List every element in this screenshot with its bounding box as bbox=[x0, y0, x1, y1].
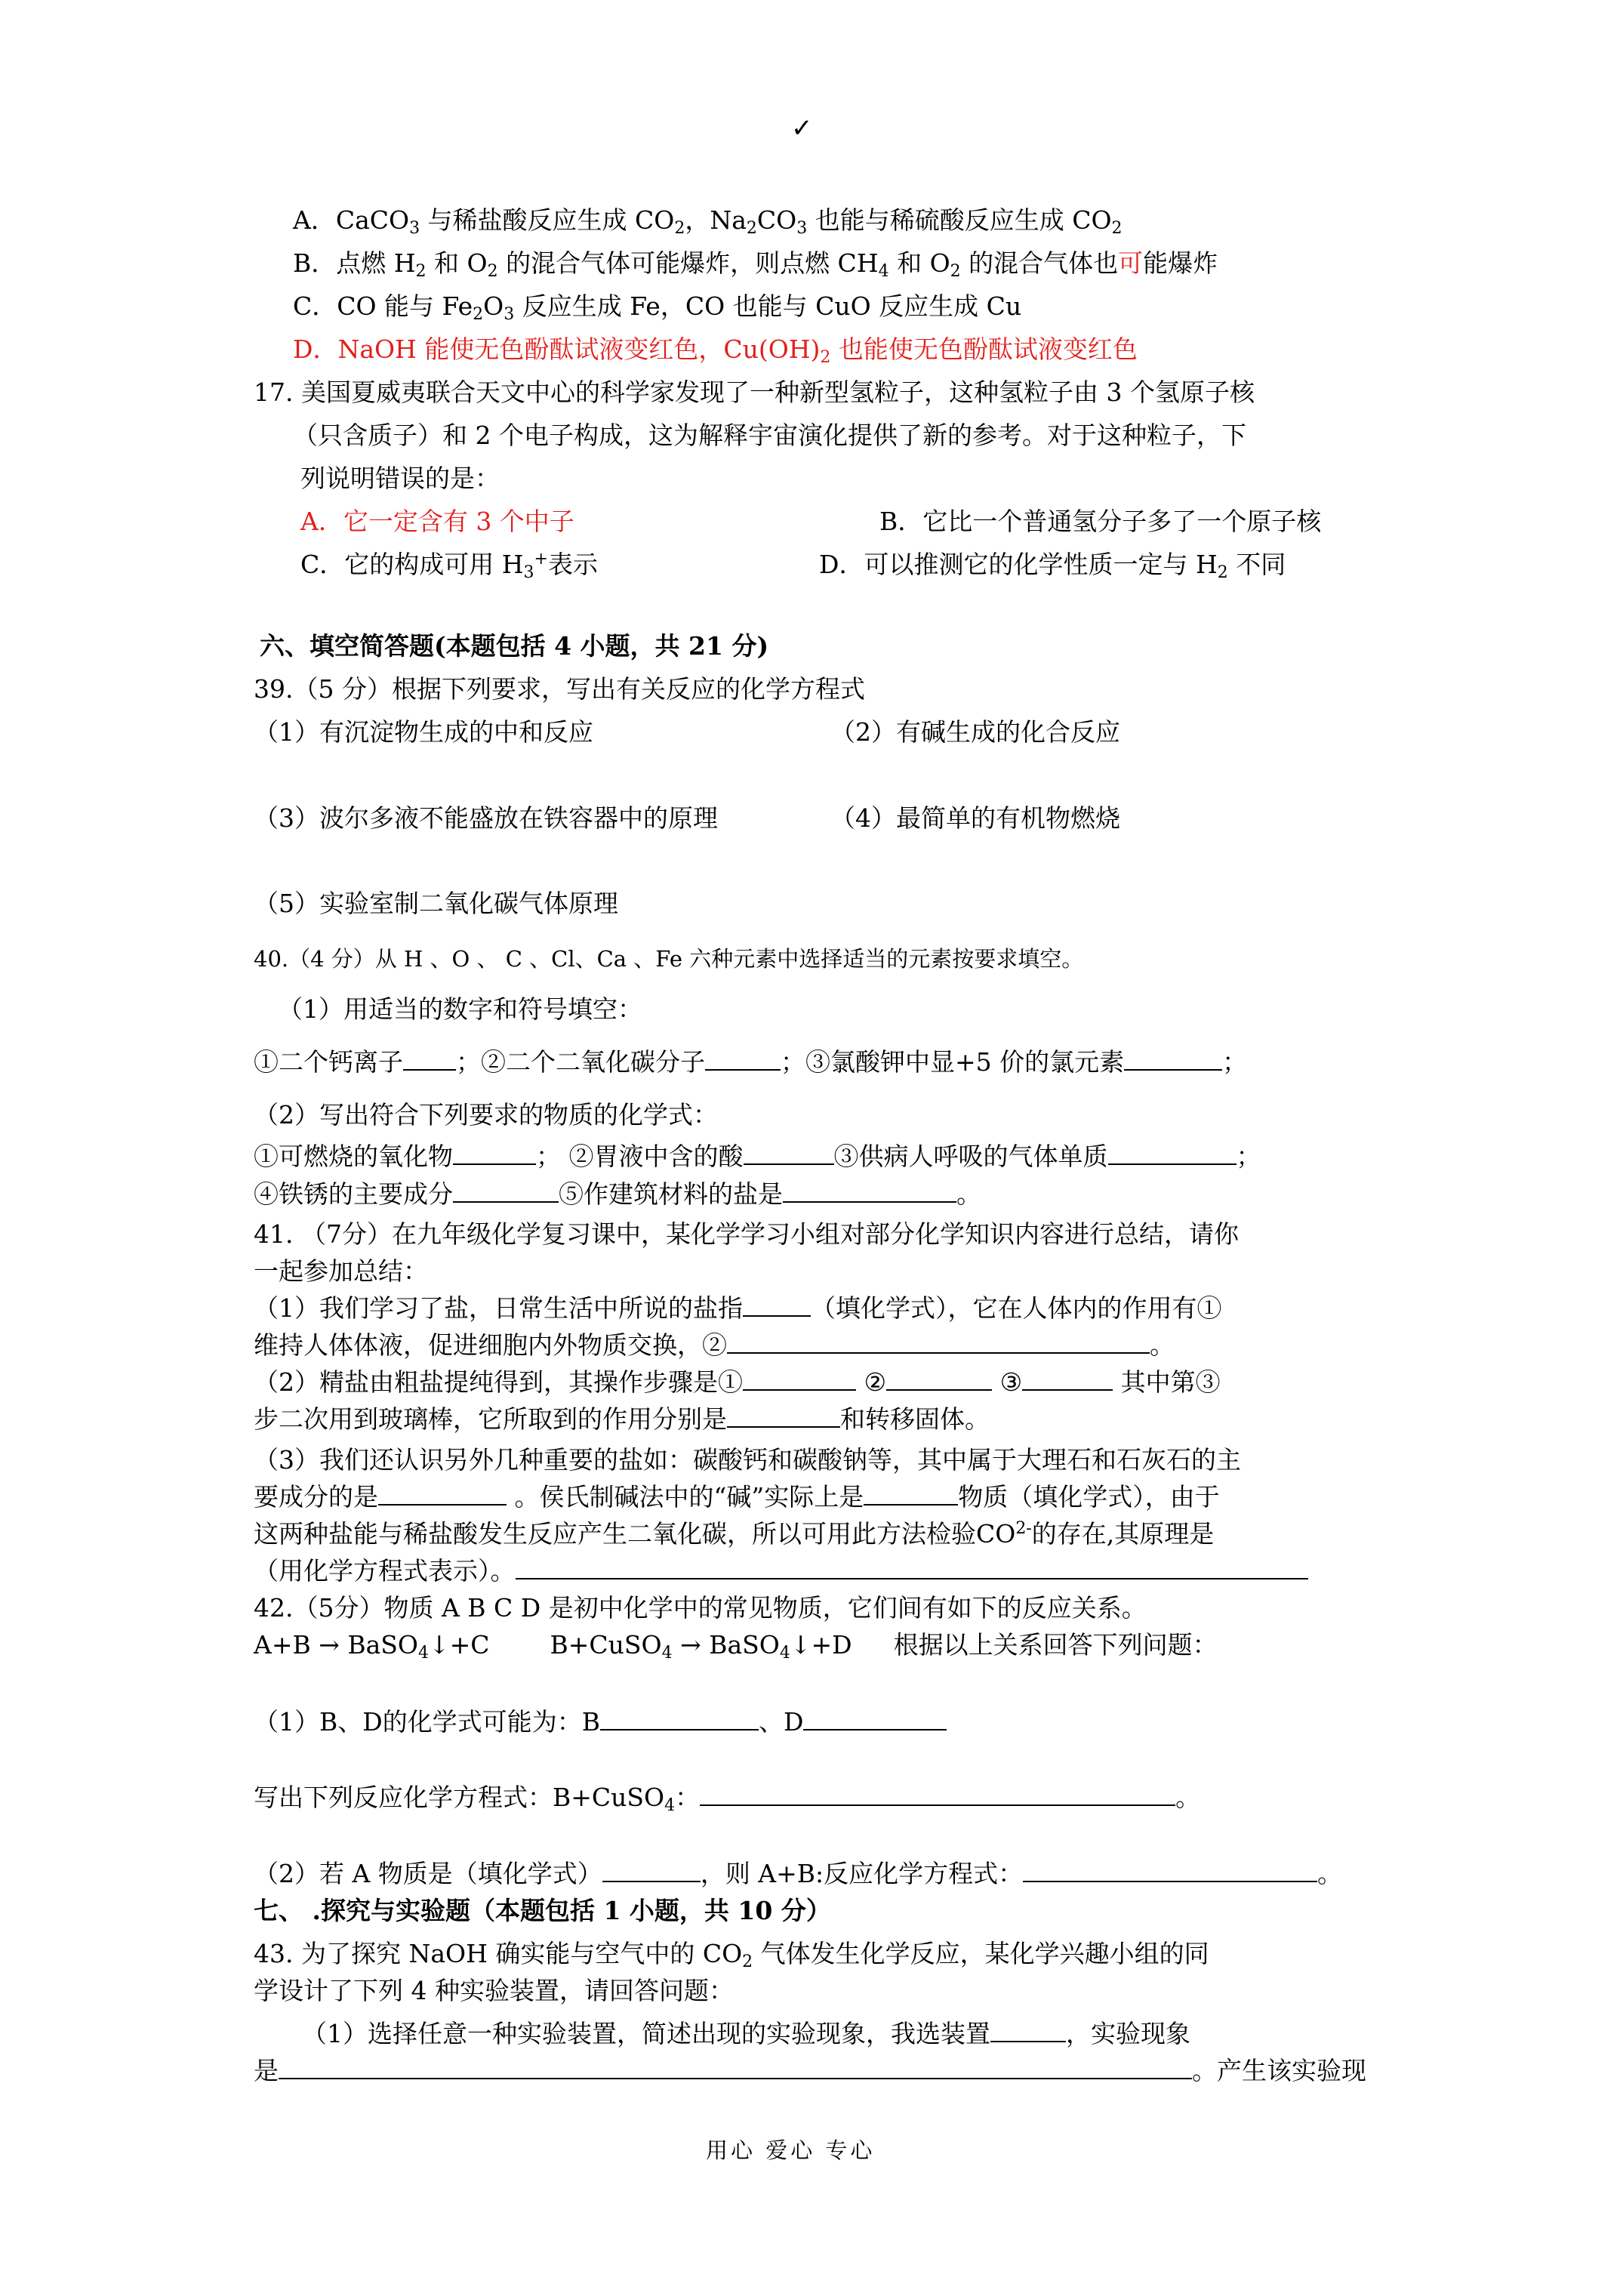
blank[interactable] bbox=[1108, 1141, 1236, 1165]
q17-line-2: （只含质子）和 2 个电子构成，这为解释宇宙演化提供了新的参考。对于这种粒子，下 bbox=[293, 421, 1246, 450]
blank[interactable] bbox=[600, 1706, 759, 1730]
q39-item-2: （2）有碱生成的化合反应 bbox=[830, 717, 1120, 747]
q39-item-5: （5）实验室制二氧化碳气体原理 bbox=[254, 889, 618, 918]
section-6-title: 六、填空简答题(本题包括 4 小题，共 21 分) bbox=[260, 631, 769, 661]
q39-item-4: （4）最简单的有机物燃烧 bbox=[830, 803, 1120, 833]
q16-option-a: A．CaCO$_3$ 与稀盐酸反应生成 $CO_2$，$Na_2CO_3$ 也能与稀硫酸反应生成 $CO_2$ bbox=[293, 205, 1123, 238]
page-footer: 用心 爱心 专心 bbox=[706, 2137, 876, 2163]
blank[interactable] bbox=[378, 1481, 507, 1505]
q40-part-2-blanks-a: ①可燃烧的氧化物 ； ②胃液中含的酸 ③供病人呼吸的气体单质 ； bbox=[254, 1142, 1261, 1171]
q41-line-1: 41. （7分）在九年级化学复习课中，某化学学习小组对部分化学知识内容进行总结，请你 bbox=[254, 1219, 1239, 1249]
q40-part-2-blanks-b: ④铁锈的主要成分 ⑤作建筑材料的盐是 。 bbox=[254, 1179, 981, 1209]
blank[interactable] bbox=[700, 1782, 1175, 1806]
blank[interactable] bbox=[727, 1330, 1150, 1354]
q43-line-4: 是 。产生该实验现 bbox=[254, 2056, 1366, 2085]
q16-option-c: C．CO 能与 $Fe_2O_3$ 反应生成 Fe，CO 也能与 CuO 反应生成 Cu bbox=[293, 291, 1022, 324]
q42-line-1: 42.（5分）物质 A B C D 是初中化学中的常见物质，它们间有如下的反应关系。 bbox=[254, 1593, 1147, 1623]
blank[interactable] bbox=[783, 1179, 956, 1203]
q17-line-1: 17. 美国夏威夷联合天文中心的科学家发现了一种新型氢粒子，这种氢粒子由 3 个氢原子核 bbox=[254, 378, 1255, 407]
blank[interactable] bbox=[1022, 1367, 1113, 1391]
section-7-title: 七、 .探究与实验题（本题包括 1 小题，共 10 分） bbox=[254, 1896, 831, 1925]
q16-option-b: B．点燃 $H_2$ 和 $O_2$ 的混合气体可能爆炸，则点燃 $CH_4$ 和 $O_2$ 的混合气体也可能爆炸 bbox=[293, 248, 1218, 281]
blank[interactable] bbox=[727, 1404, 840, 1428]
check-mark: ✓ bbox=[791, 113, 813, 143]
q43-line-2: 学设计了下列 4 种实验装置，请回答问题： bbox=[254, 1976, 734, 2005]
blank[interactable] bbox=[602, 1858, 701, 1882]
q40-part-1-blanks: ①二个钙离子 ；②二个二氧化碳分子 ；③氯酸钾中显+5 价的氯元素 ； bbox=[254, 1047, 1248, 1077]
q39-item-1: （1）有沉淀物生成的中和反应 bbox=[254, 717, 593, 747]
q17-option-c: C．它的构成可用 $H_3^+$表示 bbox=[300, 550, 598, 582]
q42-line-3: （1）B、D的化学式可能为：B 、D bbox=[254, 1706, 947, 1739]
q40-title: 40.（4 分）从 H 、O 、 C 、Cl、Ca 、Fe 六种元素中选择适当的元素按要求填空。 bbox=[254, 946, 1084, 972]
q42-line-4: 写出下列反应化学方程式：B+CuSO$_4$： 。 bbox=[254, 1783, 1201, 1815]
blank[interactable] bbox=[744, 1141, 834, 1165]
q42-line-5: （2）若 A 物质是（填化学式） ，则 A+B:反应化学方程式： 。 bbox=[254, 1859, 1343, 1888]
q41-line-10: （用化学方程式表示）。 bbox=[254, 1555, 1308, 1588]
blank[interactable] bbox=[743, 1367, 856, 1391]
blank[interactable] bbox=[453, 1141, 536, 1165]
q17-option-a: A．它一定含有 3 个中子 bbox=[300, 507, 574, 536]
blank[interactable] bbox=[453, 1179, 559, 1203]
blank[interactable] bbox=[990, 2018, 1066, 2042]
q41-line-8: 要成分的是 。侯氏制碱法中的“碱”实际上是 物质（填化学式），由于 bbox=[254, 1482, 1220, 1512]
blank[interactable] bbox=[516, 1555, 1308, 1579]
q41-line-3: （1）我们学习了盐，日常生活中所说的盐指 （填化学式），它在人体内的作用有① bbox=[254, 1293, 1222, 1323]
blank[interactable] bbox=[403, 1046, 456, 1071]
q39-title: 39.（5 分）根据下列要求，写出有关反应的化学方程式 bbox=[254, 674, 865, 704]
q41-line-9: 这两种盐能与稀盐酸发生反应产生二氧化碳，所以可用此方法检验$CO^{2-}$的存在,其原理是 bbox=[254, 1519, 1215, 1549]
q40-part-2: （2）写出符合下列要求的物质的化学式： bbox=[254, 1100, 718, 1130]
q41-line-7: （3）我们还认识另外几种重要的盐如：碳酸钙和碳酸钠等，其中属于大理石和石灰石的主 bbox=[254, 1445, 1241, 1475]
q41-line-4: 维持人体体液，促进细胞内外物质交换，② 。 bbox=[254, 1330, 1175, 1360]
q42-line-2: A+B → BaSO$_4$↓+C B+CuSO$_4$ → BaSO$_4$↓+D 根据以上关系回答下列问题： bbox=[254, 1630, 1218, 1663]
q41-line-2: 一起参加总结： bbox=[254, 1256, 428, 1286]
q41-line-6: 步二次用到玻璃棒，它所取到的作用分别是 和转移固体。 bbox=[254, 1404, 990, 1434]
blank[interactable] bbox=[864, 1481, 958, 1505]
blank[interactable] bbox=[886, 1367, 992, 1391]
q16-option-d: D．NaOH 能使无色酚酞试液变红色，$Cu(OH)_2$ 也能使无色酚酞试液变红色 bbox=[293, 334, 1138, 367]
q39-item-3: （3）波尔多液不能盛放在铁容器中的原理 bbox=[254, 803, 718, 833]
q43-line-3: （1）选择任意一种实验装置，简述出现的实验现象，我选装置 ，实验现象 bbox=[302, 2019, 1190, 2048]
blank[interactable] bbox=[743, 1293, 811, 1317]
blank[interactable] bbox=[803, 1706, 947, 1730]
blank[interactable] bbox=[705, 1046, 781, 1071]
q40-part-1: （1）用适当的数字和符号填空： bbox=[278, 994, 642, 1024]
blank[interactable] bbox=[279, 2055, 1192, 2079]
blank[interactable] bbox=[1124, 1046, 1222, 1071]
q17-line-3: 列说明错误的是： bbox=[300, 464, 500, 493]
q43-line-1: 43. 为了探究 NaOH 确实能与空气中的 $CO_2$ 气体发生化学反应，某化学兴趣小组的同 bbox=[254, 1939, 1209, 1971]
q17-option-d: D．可以推测它的化学性质一定与 $H_2$ 不同 bbox=[819, 550, 1286, 582]
q41-line-5: （2）精盐由粗盐提纯得到，其操作步骤是① ② ③ 其中第③ bbox=[254, 1367, 1221, 1397]
q17-option-b: B．它比一个普通氢分子多了一个原子核 bbox=[879, 507, 1322, 536]
blank[interactable] bbox=[1023, 1858, 1317, 1882]
